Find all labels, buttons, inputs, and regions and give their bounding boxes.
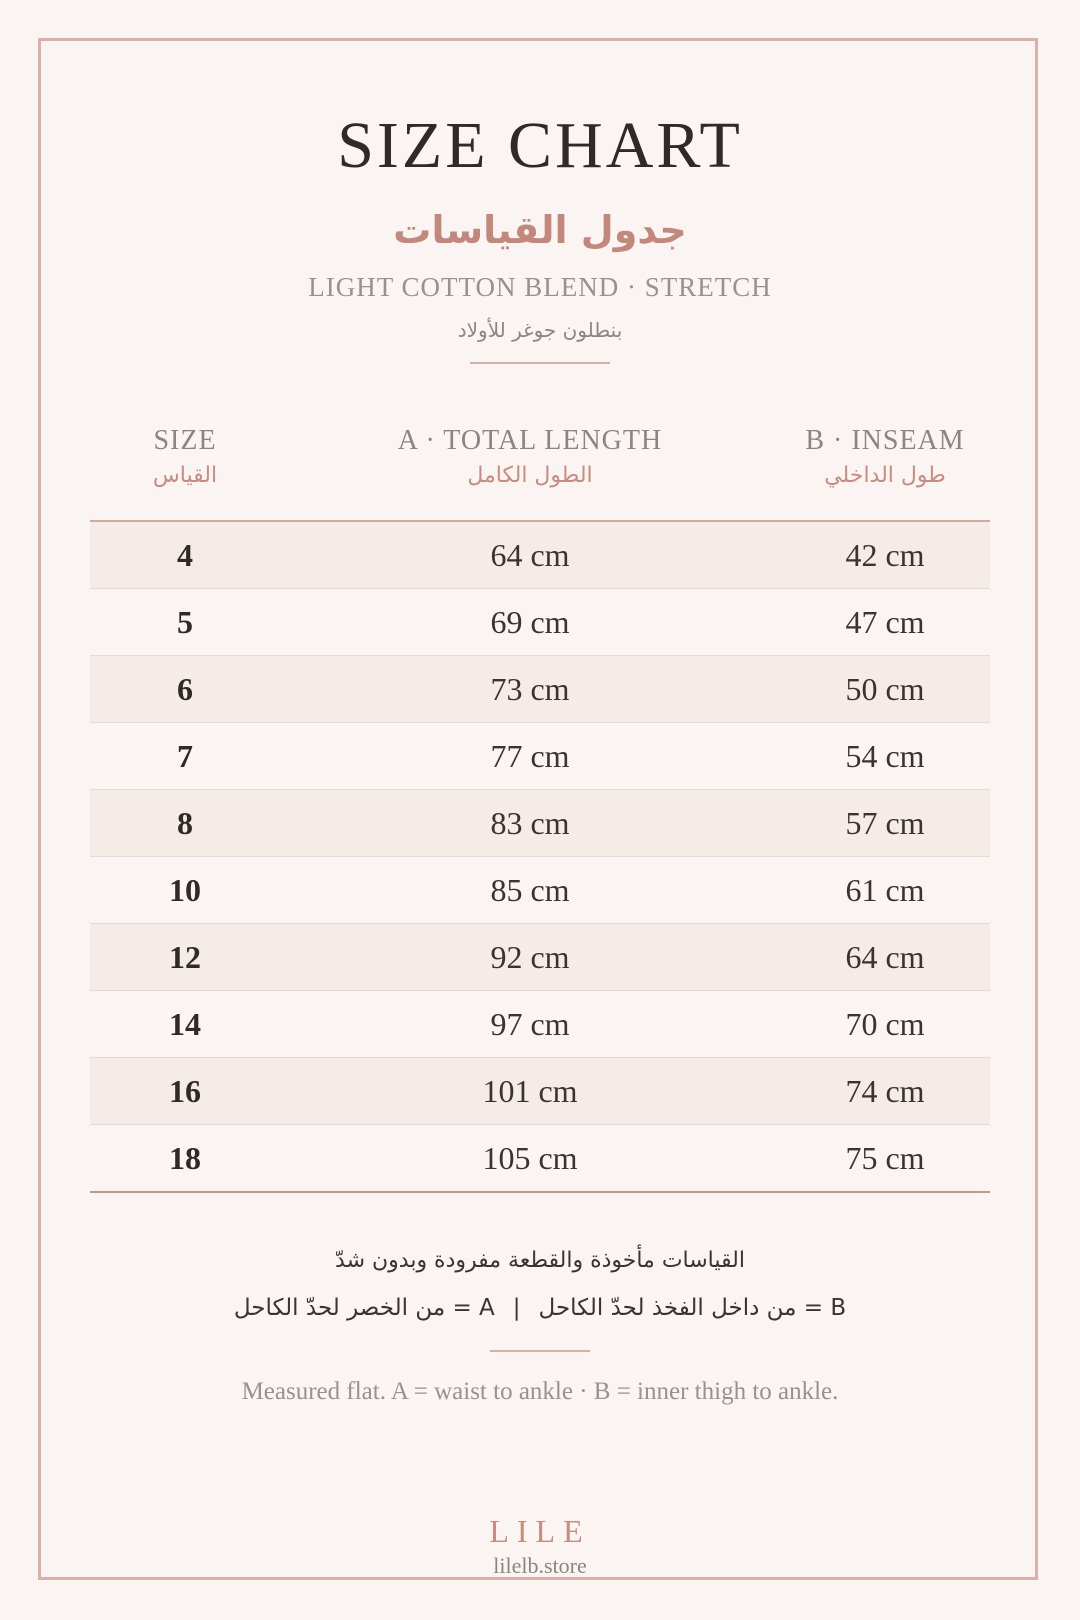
inseam-cell: 42 cm <box>845 537 925 573</box>
inseam-cell: 47 cm <box>845 604 925 640</box>
inseam-cell: 61 cm <box>845 872 925 908</box>
table-row <box>90 656 990 723</box>
header-inseam-label: B · INSEAM <box>805 425 965 456</box>
table-row <box>90 991 990 1058</box>
inseam-cell: 74 cm <box>845 1073 925 1109</box>
page-title-arabic: جدول القياسات <box>393 208 687 252</box>
table-row <box>90 723 990 790</box>
header-total-length-label-arabic: الطول الكامل <box>467 463 593 488</box>
inseam-cell: 50 cm <box>845 671 925 707</box>
size-table <box>90 425 990 1193</box>
size-cell: 10 <box>169 872 201 908</box>
definition-a-arabic: A = من الخصر لحدّ الكاحل <box>233 1295 495 1321</box>
total-length-cell: 64 cm <box>490 537 570 573</box>
header-divider <box>470 362 610 364</box>
total-length-cell: 69 cm <box>490 604 570 640</box>
website-link[interactable]: lilelb.store <box>493 1553 587 1578</box>
product-subtitle-arabic: بنطلون جوغر للأولاد <box>457 318 623 342</box>
total-length-cell: 92 cm <box>490 939 570 975</box>
definition-b-arabic: B = من داخل الفخذ لحدّ الكاحل <box>538 1295 847 1321</box>
size-cell: 8 <box>177 805 193 841</box>
table-body <box>90 522 990 1193</box>
table-row <box>90 857 990 924</box>
total-length-cell: 85 cm <box>490 872 570 908</box>
total-length-cell: 77 cm <box>490 738 570 774</box>
page-title: SIZE CHART <box>337 109 743 182</box>
measurement-definitions-arabic <box>0 1295 1080 1321</box>
table-row <box>90 790 990 857</box>
size-cell: 7 <box>177 738 193 774</box>
header-inseam <box>780 425 990 488</box>
total-length-cell: 97 cm <box>490 1006 570 1042</box>
table-header <box>90 425 990 522</box>
table-row <box>90 1058 990 1125</box>
size-cell: 14 <box>169 1006 201 1042</box>
total-length-cell: 105 cm <box>482 1140 578 1176</box>
header-inseam-label-arabic: طول الداخلي <box>824 463 946 488</box>
measurement-note-arabic: القياسات مأخوذة والقطعة مفرودة وبدون شدّ <box>335 1248 745 1273</box>
header-size <box>90 425 280 488</box>
total-length-cell: 73 cm <box>490 671 570 707</box>
table-row <box>90 589 990 656</box>
size-cell: 6 <box>177 671 193 707</box>
table-row <box>90 522 990 589</box>
inseam-cell: 75 cm <box>845 1140 925 1176</box>
size-cell: 12 <box>169 939 201 975</box>
table-row <box>90 1125 990 1193</box>
fabric-subtitle: LIGHT COTTON BLEND · STRETCH <box>308 272 772 302</box>
size-cell: 5 <box>177 604 193 640</box>
inseam-cell: 54 cm <box>845 738 925 774</box>
measurement-note-english: Measured flat. A = waist to ankle · B = inner thigh to ankle. <box>241 1378 839 1405</box>
header-total-length-label: A · TOTAL LENGTH <box>397 425 663 456</box>
total-length-cell: 83 cm <box>490 805 570 841</box>
size-cell: 4 <box>177 537 193 573</box>
size-cell: 16 <box>169 1073 201 1109</box>
inseam-cell: 57 cm <box>845 805 925 841</box>
size-cell: 18 <box>169 1140 201 1176</box>
inseam-cell: 64 cm <box>845 939 925 975</box>
total-length-cell: 101 cm <box>482 1073 578 1109</box>
header-total-length <box>380 425 680 488</box>
brand-logo-text: LILE <box>489 1513 591 1549</box>
header-size-label: SIZE <box>153 425 217 456</box>
header-size-label-arabic: القياس <box>152 463 218 488</box>
definition-separator: | <box>512 1295 521 1321</box>
inseam-cell: 70 cm <box>845 1006 925 1042</box>
table-row <box>90 924 990 991</box>
notes-divider <box>490 1350 590 1352</box>
